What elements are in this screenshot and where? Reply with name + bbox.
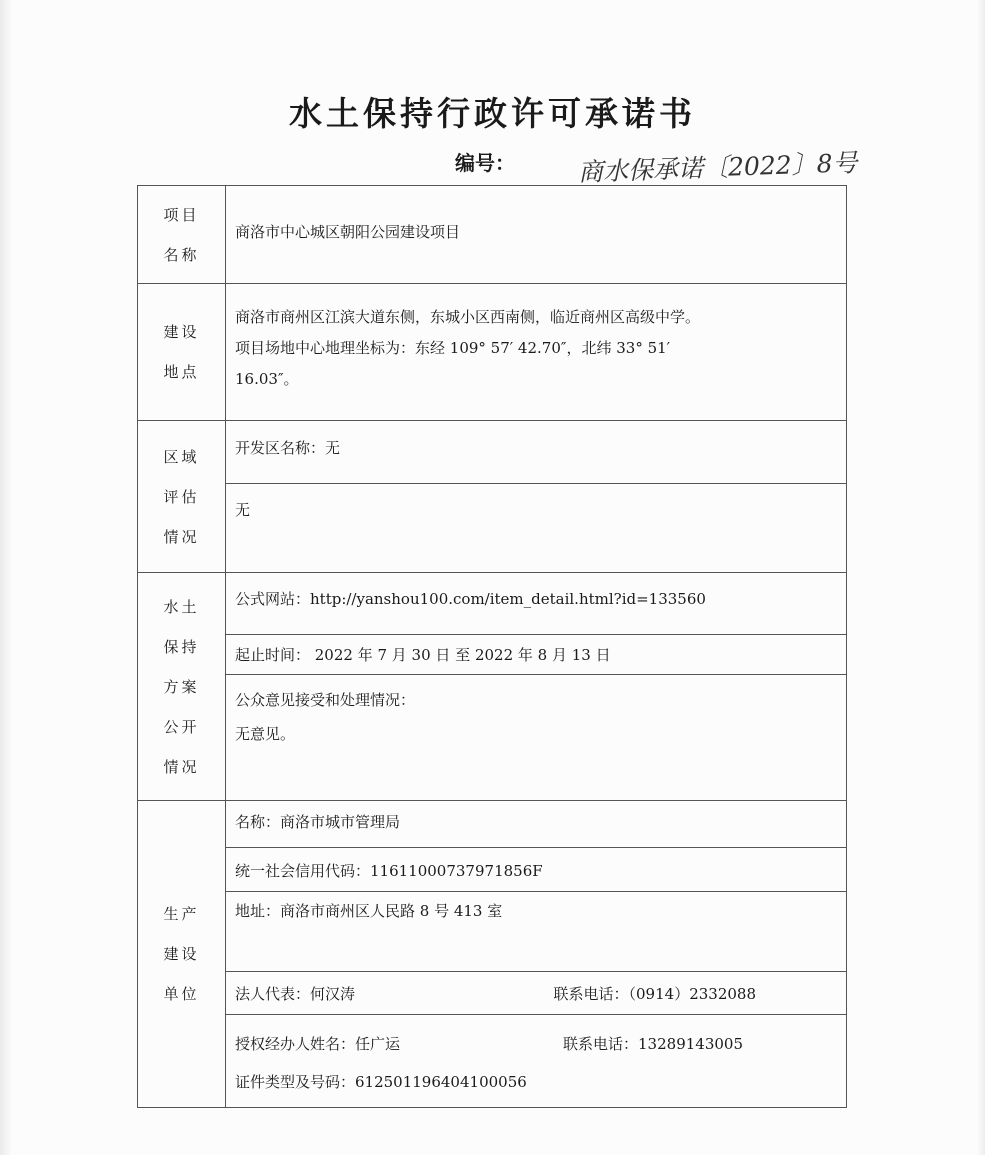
dev-zone-name: 开发区名称：无 (235, 439, 341, 457)
row-project-name (138, 186, 847, 284)
label-project-name: 项目 名称 (138, 186, 226, 284)
legal-rep-name: 法人代表：何汉涛 (235, 985, 356, 1003)
commitment-form-table (137, 185, 847, 1108)
row-public-opinion (138, 675, 847, 801)
row-plan-disclosure (138, 573, 847, 635)
scan-edge (977, 0, 985, 1155)
row-legal-rep (138, 972, 847, 1015)
scan-edge (0, 0, 12, 1155)
document-title: 水土保持行政许可承诺书 (289, 94, 696, 133)
legal-rep (226, 972, 846, 1014)
credit-code: 统一社会信用代码：11611000737971856F (235, 862, 543, 880)
project-name-value: 商洛市中心城区朝阳公园建设项目 (235, 222, 461, 241)
row-regional-assessment (138, 421, 847, 484)
row-credit-code (138, 848, 847, 892)
public-opinion: 公众意见接受和处理情况： 无意见。 (235, 691, 416, 743)
row-address (138, 892, 847, 972)
label-regional-assessment: 区域 评估 情况 (138, 421, 226, 573)
row-producer (138, 801, 847, 848)
regional-assessment-detail: 无 (235, 501, 251, 519)
disclosure-website: 公式网站：http://yanshou100.com/item_detail.html?id=133560 (235, 590, 706, 608)
row-location (138, 284, 847, 421)
row-disclosure-period (138, 635, 847, 675)
agent-id-number: 证件类型及号码：612501196404100056 (235, 1073, 527, 1091)
number-label: 编号： (455, 151, 515, 175)
producer-address: 地址：商洛市商州区人民路 8 号 413 室 (235, 902, 503, 920)
agent-info (226, 1015, 846, 1107)
row-regional-assessment-detail (138, 484, 847, 573)
handwritten-number: 商水保承诺〔2022〕8号 (577, 148, 859, 187)
location-value: 商洛市商州区江滨大道东侧，东城小区西南侧，临近商州区高级中学。 项目场地中心地理坐标为：东经 109° 57′ 42.70″，北纬 33° 51′ 16.03″。 (235, 308, 701, 388)
label-producer: 生产 建设 单位 (138, 801, 226, 1108)
producer-name: 名称：商洛市城市管理局 (235, 813, 401, 831)
label-location: 建设 地点 (138, 284, 226, 421)
row-agent (138, 1015, 847, 1108)
disclosure-period: 起止时间： 2022 年 7 月 30 日 至 2022 年 8 月 13 日 (235, 646, 611, 664)
label-plan-disclosure: 水土 保持 方案 公开 情况 (138, 573, 226, 801)
agent-phone: 联系电话：13289143005 (563, 1035, 743, 1053)
legal-rep-phone: 联系电话：（0914）2332088 (553, 985, 756, 1003)
agent-name: 授权经办人姓名：任广运 (235, 1035, 401, 1053)
